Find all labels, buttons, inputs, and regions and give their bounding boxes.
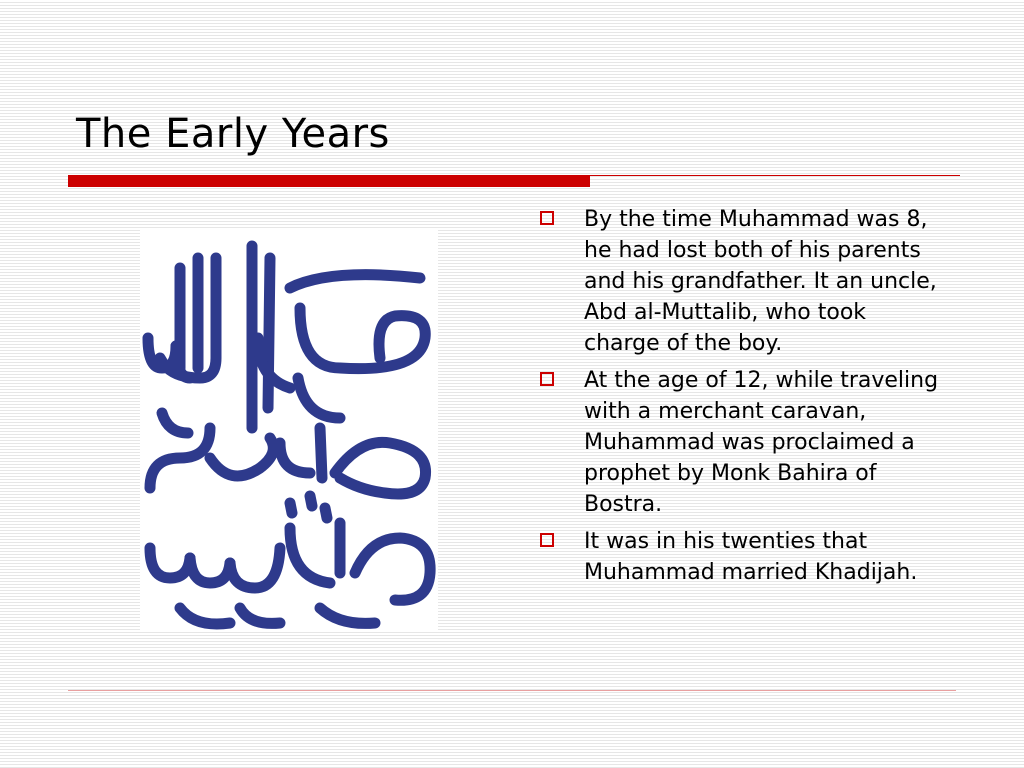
hollow-square-bullet-icon [540,372,554,386]
bullet-item [540,526,940,588]
bullet-list [540,204,940,594]
bullet-text: By the time Muhammad was 8, he had lost both of his parents and his grandfather. It an uncle, Abd al-Muttalib, who took charge of the boy. [584,207,937,356]
bullet-text: At the age of 12, while traveling with a merchant caravan, Muhammad was proclaimed a prophet by Monk Bahira of Bostra. [584,368,939,517]
bullet-item [540,365,940,520]
title-underline-bar [68,175,590,187]
title-underline-rule [590,175,960,176]
slide-title: The Early Years [76,111,390,157]
bullet-text: It was in his twenties that Muhammad married Khadijah. [584,529,918,585]
hollow-square-bullet-icon [540,533,554,547]
bullet-item [540,204,940,359]
footer-rule [68,690,956,691]
hollow-square-bullet-icon [540,211,554,225]
arabic-calligraphy-image [140,228,438,632]
